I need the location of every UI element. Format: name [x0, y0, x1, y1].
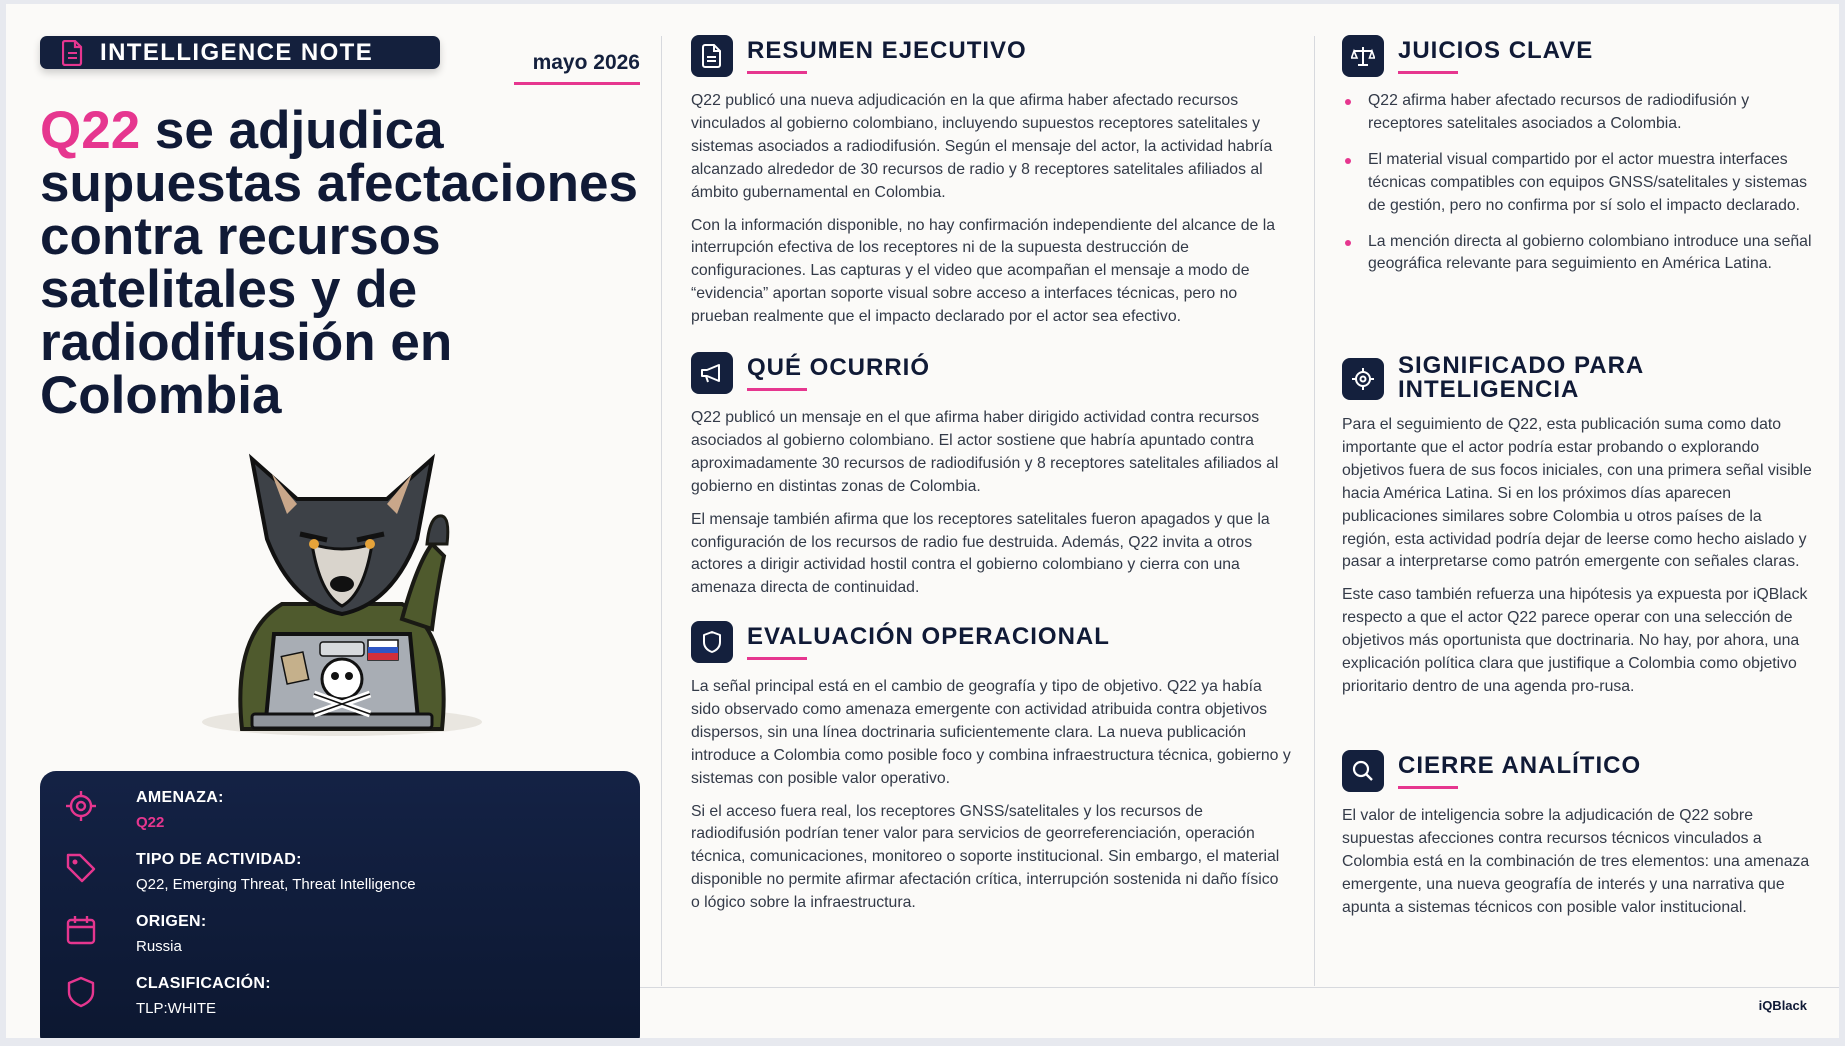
section-paragraph: El valor de inteligencia sobre la adjudicación de Q22 sobre supuestas afecciones contra recursos técnicos vinculados a Colombia está en la combinación de tres elementos: una amenaza emergente, una nueva geografía de interés y una narrativa que apunta a sistemas técnicos con posible valor institucional. [1342, 807, 1810, 916]
document-icon [62, 40, 84, 66]
title-highlight: Q22 [40, 101, 141, 160]
section-title: INTELIGENCIA [1398, 376, 1580, 403]
section-significado-inteligencia [1342, 354, 1812, 709]
metadata-card [40, 771, 640, 1038]
column-divider [1314, 36, 1315, 986]
section-title: CIERRE ANALÍTICO [1398, 752, 1642, 779]
megaphone-icon [691, 352, 733, 394]
badge-label: INTELLIGENCE NOTE [100, 38, 374, 66]
threat-label: AMENAZA: [136, 789, 224, 806]
title-underline [747, 657, 807, 660]
classification-row [64, 975, 271, 1017]
publication-date: mayo 2026 [532, 51, 640, 74]
crosshair-icon [64, 789, 98, 823]
section-paragraph: Este caso también refuerza una hipótesis ya expuesta por iQBlack respecto a que el actor Q22 parece operar con una selección de objetivos más oportunista que doctrinaria. No hay, por ahora, una explicación política clara que justifique a Colombia como objetivo prioritario dentro de una agenda pro-rusa. [1342, 586, 1808, 695]
classification-label: CLASIFICACIÓN: [136, 975, 271, 992]
section-cierre-analitico [1342, 750, 1812, 930]
classification-value: TLP:WHITE [136, 1000, 217, 1017]
key-judgments-list [1342, 90, 1812, 276]
threat-value: Q22 [136, 814, 165, 831]
section-paragraph: Q22 publicó un mensaje en el que afirma haber dirigido actividad contra recursos asociados al gobierno colombiano. El actor sostiene que habría apuntado contra aproximadamente 30 recursos de radiodifusión y 8 receptores satelitales afiliados al gobierno en distintas zonas de Colombia. [691, 409, 1279, 495]
threat-row [64, 789, 224, 831]
intelligence-note-badge [40, 36, 440, 69]
section-title: RESUMEN EJECUTIVO [747, 37, 1027, 64]
column-divider [661, 36, 662, 986]
tag-icon [64, 851, 98, 885]
footer-divider [640, 987, 1839, 988]
activity-label: TIPO DE ACTIVIDAD: [136, 851, 302, 868]
list-item: La mención directa al gobierno colombiano introduce una señal geográfica relevante para seguimiento en América Latina. [1342, 231, 1812, 277]
section-que-ocurrio [691, 352, 1291, 610]
calendar-icon [64, 913, 98, 947]
origin-label: ORIGEN: [136, 913, 207, 930]
activity-row [64, 851, 416, 893]
section-title: SIGNIFICADO PARA [1398, 352, 1645, 379]
search-icon [1342, 750, 1384, 792]
document-icon [691, 35, 733, 77]
section-paragraph: El mensaje también afirma que los receptores satelitales fueron apagados y que la configuración de los recursos de radio fue destruida. Además, Q22 invita a otros actores a dirigir actividad hostil contra el gobierno colombiano y cierra con una amenaza directa de continuidad. [691, 510, 1270, 597]
page-title [40, 101, 680, 425]
scales-icon [1342, 35, 1384, 77]
list-item: Q22 afirma haber afectado recursos de radiodifusión y receptores satelitales asociados a Colombia. [1342, 90, 1812, 136]
date-underline [514, 82, 640, 85]
section-title: QUÉ OCURRIÓ [747, 354, 931, 381]
intelligence-note-page [6, 4, 1839, 1038]
section-paragraph: Si el acceso fuera real, los receptores GNSS/satelitales y los recursos de radiodifusión podrían tener valor para servicios de georreferenciación, operación técnica, comunicaciones, monitoreo o soporte institucional. Sin embargo, el material disponible no permite afirmar afectación crítica, interrupción sostenida ni daño físico o lógico sobre la infraestructura. [691, 802, 1280, 912]
title-underline [747, 71, 807, 74]
shield-icon [691, 621, 733, 663]
section-resumen-ejecutivo [691, 35, 1291, 339]
origin-row [64, 913, 207, 955]
section-paragraph: La señal principal está en el cambio de geografía y tipo de objetivo. Q22 ya había sido observado como amenaza emergente con actividad atribuida contra objetivos dispersos, sin una línea doctrinaria suficientemente clara. La nueva publicación introduce a Colombia como posible foco y combina infraestructura técnica, gobierno y sistemas con posible valor operativo. [691, 678, 1291, 787]
brand-footer: iQBlack [1758, 998, 1807, 1013]
list-item: El material visual compartido por el actor muestra interfaces técnicas compatibles con equipos GNSS/satelitales y sistemas de gestión, pero no confirma por sí solo el impacto declarado. [1342, 149, 1812, 218]
section-title: EVALUACIÓN OPERACIONAL [747, 623, 1110, 650]
wolf-hacker-illustration [192, 444, 492, 744]
activity-value: Q22, Emerging Threat, Threat Intelligence [136, 876, 416, 893]
origin-value: Russia [136, 938, 182, 955]
title-underline [1398, 71, 1458, 74]
section-paragraph: Q22 publicó una nueva adjudicación en la que afirma haber afectado recursos vinculados al gobierno colombiano, incluyendo supuestos receptores satelitales y sistemas asociados a radiodifusión. Según el mensaje del actor, la actividad habría alcanzado alrededor de 30 recursos de radio y 8 receptores satelitales afiliados al ámbito gubernamental en Colombia. [691, 92, 1273, 201]
shield-icon [64, 975, 98, 1009]
section-paragraph: Con la información disponible, no hay confirmación independiente del alcance de la interrupción efectiva de los receptores ni de la supuesta destrucción de configuraciones. Las capturas y el video que acompañan el mensaje a modo de “evidencia” aportan soporte visual sobre acceso a interfaces técnicas, pero no prueban realmente que el impacto declarado por el actor sea efectivo. [691, 216, 1275, 326]
title-underline [747, 388, 807, 391]
title-underline [1398, 786, 1458, 789]
crosshair-icon [1342, 358, 1384, 400]
section-evaluacion-operacional [691, 621, 1291, 925]
section-title: JUICIOS CLAVE [1398, 37, 1594, 64]
section-paragraph: Para el seguimiento de Q22, esta publicación suma como dato importante que el actor podría estar probando o explorando objetivos fuera de sus focos iniciales, con una primera señal visible hacia América Latina. Si en los próximos días aparecen publicaciones similares sobre Colombia u otros países de la región, esta actividad podría dejar de leerse como hecho aislado y pasar a interpretarse como patrón emergente con señales claras. [1342, 416, 1812, 571]
title-rest: se adjudica supuestas afectaciones contra recursos satelitales y de radiodifusión en Colombia [40, 101, 638, 425]
section-juicios-clave [1342, 35, 1812, 289]
